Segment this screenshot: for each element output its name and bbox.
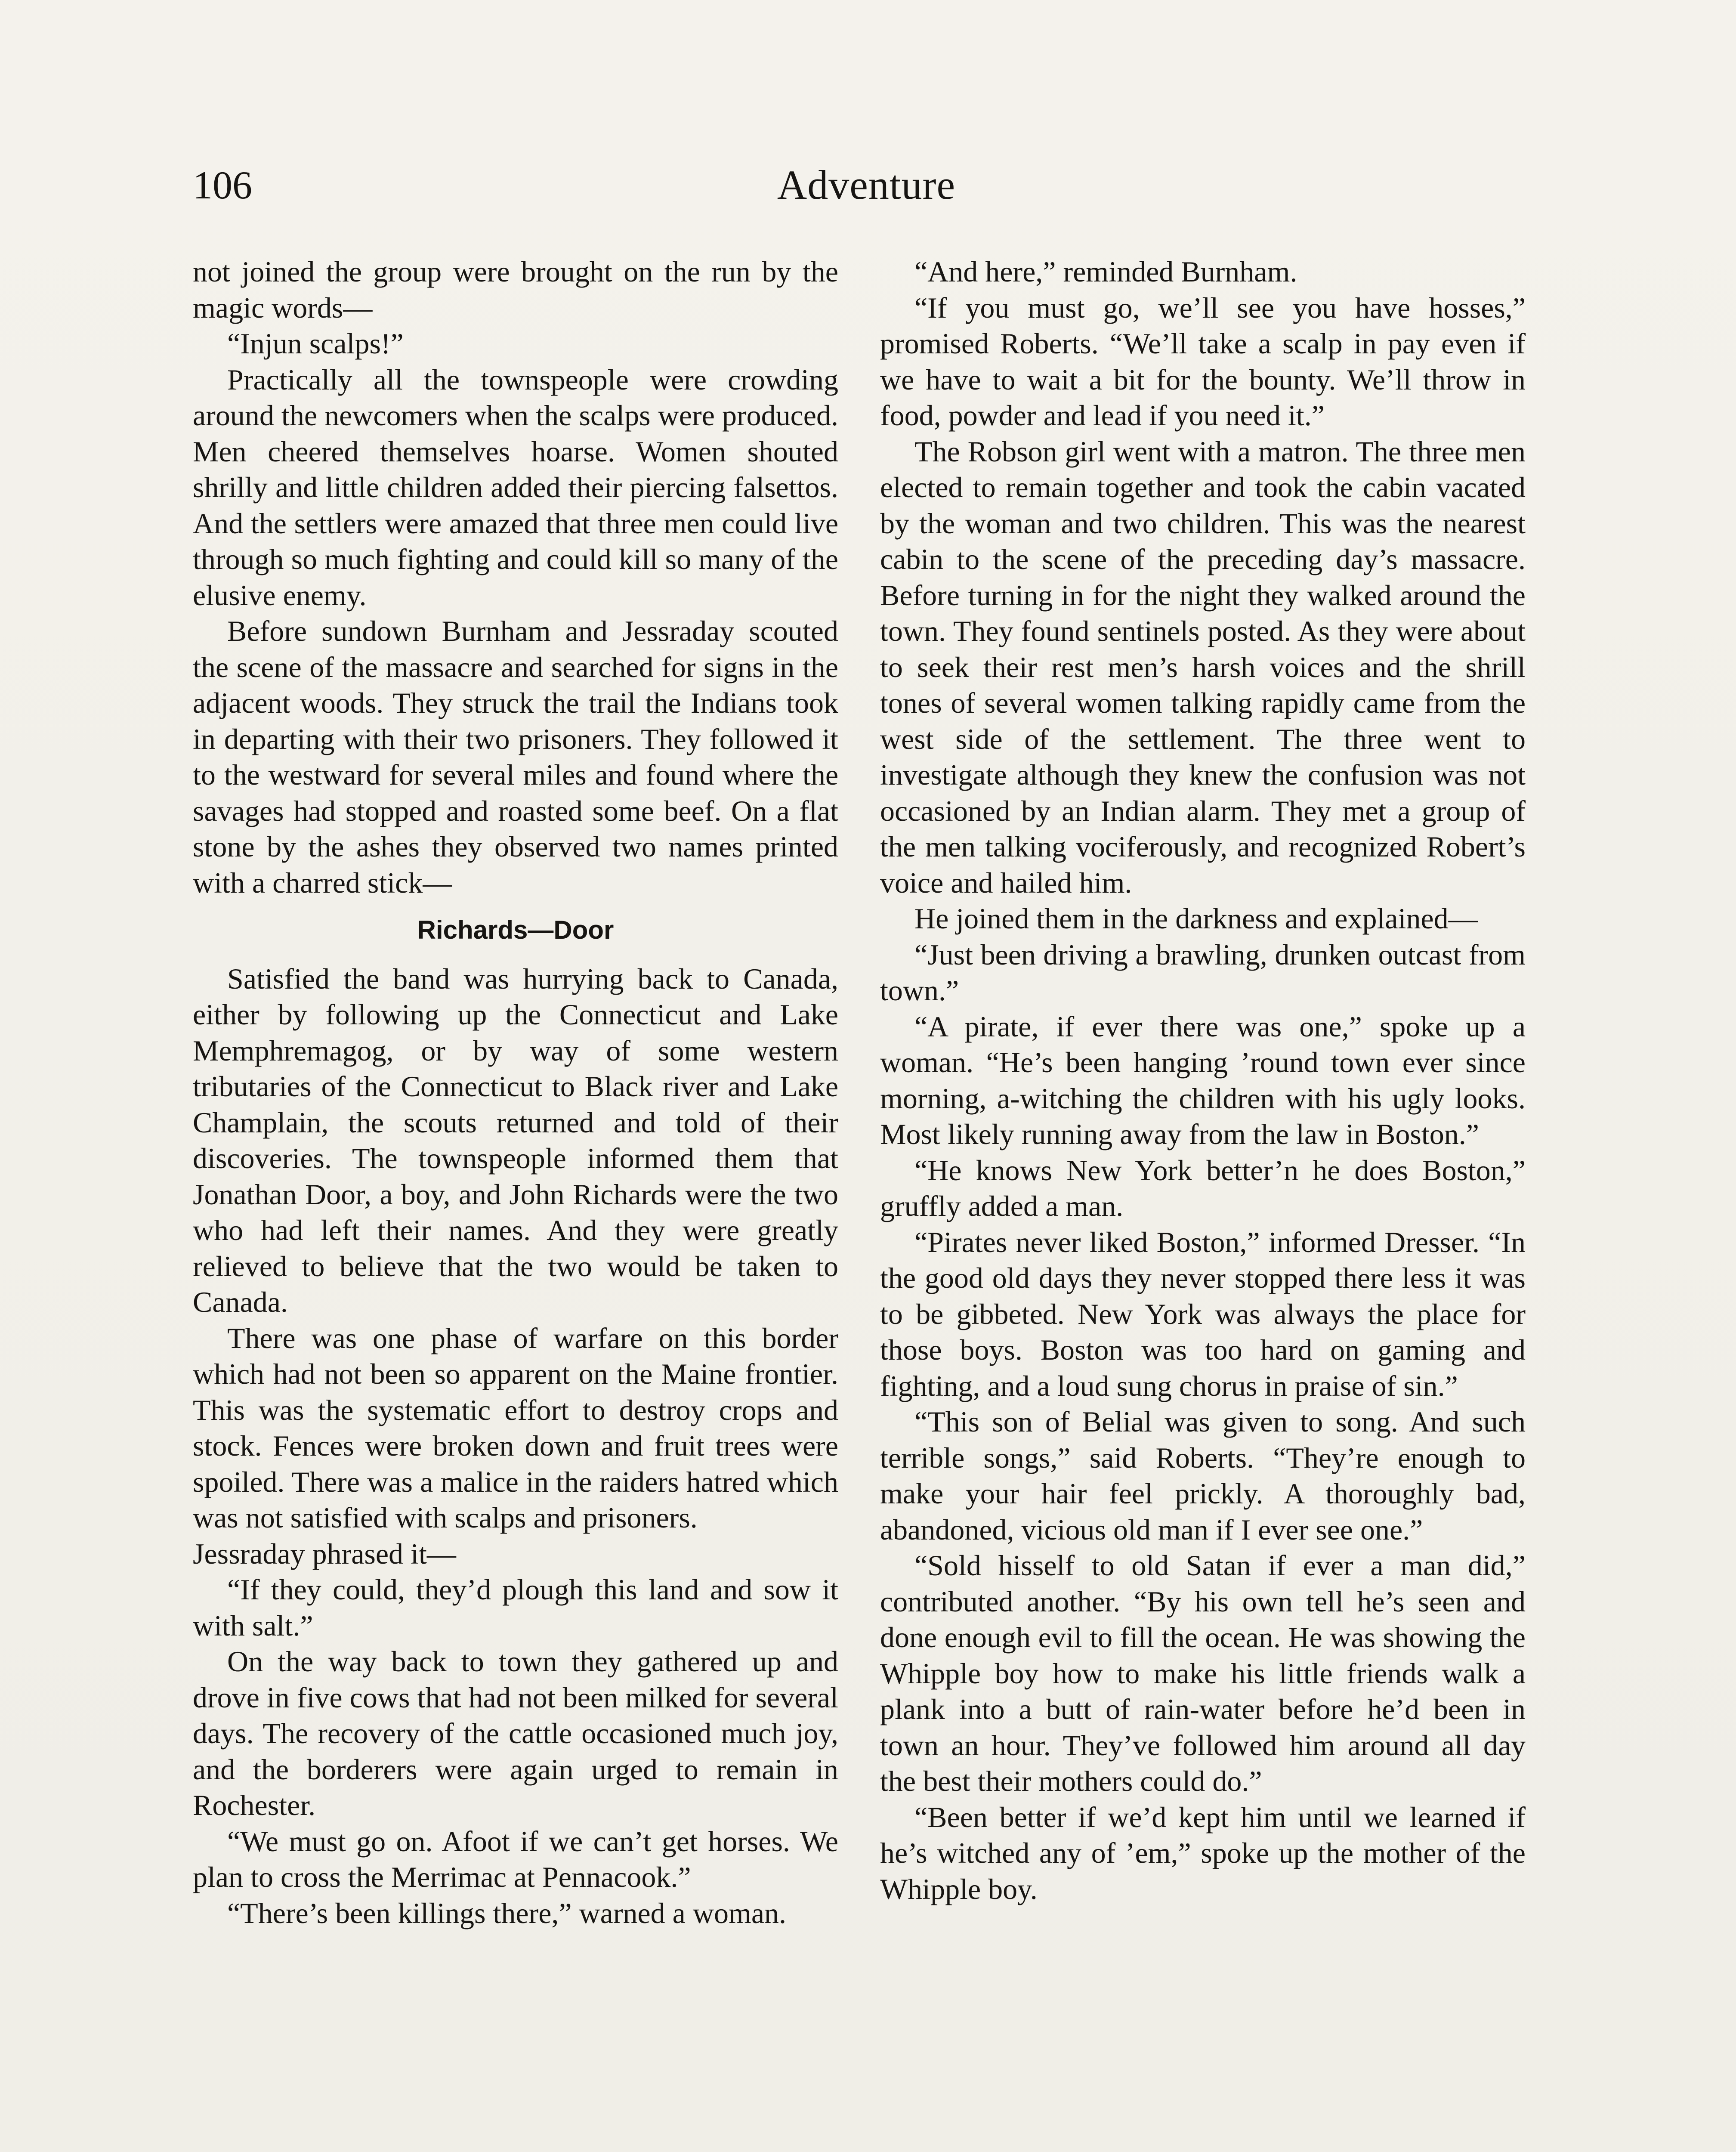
left-text-column <box>193 254 838 1931</box>
page-number: 106 <box>193 163 252 207</box>
inscription-subhead: Richards—Door <box>417 915 614 944</box>
paragraph: He joined them in the darkness and explained— <box>914 902 1478 935</box>
paragraph: “Injun scalps!” <box>227 327 404 360</box>
paragraph: The Robson girl went with a matron. The three men elected to remain together and took the cabin vacated by the woman and two children. This was the nearest cabin to the scene of the preceding day’s massacre. Before turning in for the night they walked around the town. They found sentinels posted. As they were about to seek their rest men’s harsh voices and the shrill tones of several women talking rapidly came from the west side of the settlement. The three went to investigate although they knew the confusion was not occasioned by an Indian alarm. They met a group of the men talking vociferously, and recognized Robert’s voice and hailed him. <box>880 435 1526 899</box>
paragraph: “And here,” reminded Burnham. <box>914 255 1297 288</box>
page-header <box>193 159 1540 211</box>
paragraph: Practically all the townspeople were crowding around the newcomers when the scalps were produced. Men cheered themselves hoarse. Women shouted shrilly and little children added their piercing falsettos. And the settlers were amazed that three men could live through so much fighting and could kill so many of the elusive enemy. <box>193 363 838 612</box>
paragraph: “If you must go, we’ll see you have hosses,” promised Roberts. “We’ll take a scalp in pay even if we have to wait a bit for the bounty. We’ll throw in food, powder and lead if you need it.” <box>880 291 1526 432</box>
paragraph: “Just been driving a brawling, drunken outcast from town.” <box>880 938 1526 1007</box>
paragraph: There was one phase of warfare on this border which had not been so apparent on the Maine frontier. This was the systematic effort to destroy crops and stock. Fences were broken down and fruit trees were spoiled. There was a malice in the raiders hatred which was not satisfied with scalps and prisoners. <box>193 1321 838 1534</box>
paragraph: “Pirates never liked Boston,” informed Dresser. “In the good old days they never stopped there less it was to be gibbeted. New York was always the place for those boys. Boston was too hard on gaming and fighting, and a loud sung chorus in praise of sin.” <box>880 1225 1526 1402</box>
paragraph: “A pirate, if ever there was one,” spoke up a woman. “He’s been hanging ’round town ever since morning, a-witching the children with his ugly looks. Most likely running away from the law in Boston.” <box>880 1010 1526 1150</box>
right-text-column <box>880 254 1526 1907</box>
paragraph: “Been better if we’d kept him until we learned if he’s witched any of ’em,” spoke up the mother of the Whipple boy. <box>880 1800 1526 1905</box>
paragraph: “Sold hisself to old Satan if ever a man did,” contributed another. “By his own tell he’s seen and done enough evil to fill the ocean. He was showing the Whipple boy how to make his little friends walk a plank into a butt of rain-water before he’d been in town an hour. They’ve followed him around all day the best their mothers could do.” <box>880 1549 1526 1797</box>
paragraph: On the way back to town they gathered up and drove in five cows that had not been milked for several days. The recovery of the cattle occasioned much joy, and the borderers were again urged to remain in Rochester. <box>193 1645 838 1821</box>
paragraph: not joined the group were brought on the run by the magic words— <box>193 255 838 324</box>
paragraph: “There’s been killings there,” warned a woman. <box>227 1896 787 1929</box>
running-title: Adventure <box>777 162 956 208</box>
paragraph: “He knows New York better’n he does Boston,” gruffly added a man. <box>880 1153 1526 1222</box>
paragraph: Satisfied the band was hurrying back to Canada, either by following up the Connecticut and Lake Memphremagog, or by way of some western tributaries of the Connecticut to Black river and Lake Champlain, the scouts returned and told of their discoveries. The townspeople informed them that Jonathan Door, a boy, and John Richards were the two who had left their names. And they were greatly relieved to believe that the two would be taken to Canada. <box>193 962 838 1318</box>
paragraph: Jessraday phrased it— <box>193 1537 456 1570</box>
paragraph: “We must go on. Afoot if we can’t get horses. We plan to cross the Merrimac at Pennacook.” <box>193 1824 838 1893</box>
paragraph: Before sundown Burnham and Jessraday scouted the scene of the massacre and searched for signs in the adjacent woods. They struck the trail the Indians took in departing with their two prisoners. They followed it to the westward for several miles and found where the savages had stopped and roasted some beef. On a flat stone by the ashes they observed two names printed with a charred stick— <box>193 615 838 899</box>
paragraph: “If they could, they’d plough this land and sow it with salt.” <box>193 1573 838 1642</box>
paragraph: “This son of Belial was given to song. And such terrible songs,” said Roberts. “They’re enough to make your hair feel prickly. A thoroughly bad, abandoned, vicious old man if I ever see one.” <box>880 1405 1526 1546</box>
